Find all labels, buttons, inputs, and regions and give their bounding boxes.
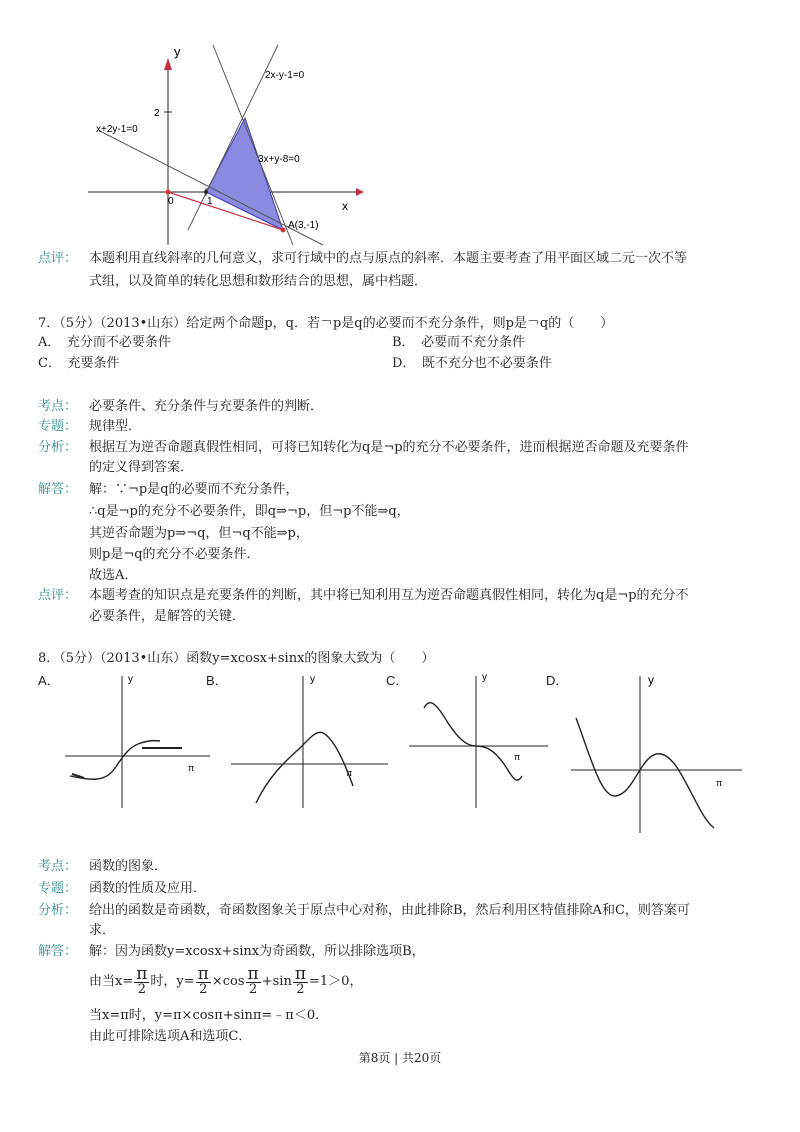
fraction-pi-over-2: $\frac{\pi}{2}$ bbox=[136, 964, 148, 997]
svg-text:y: y bbox=[310, 674, 315, 685]
q7-option-c: C． 充要条件 bbox=[38, 356, 120, 371]
q7-kaodian-label: 考点： bbox=[38, 399, 78, 414]
q7-option-a: A． 充分而不必要条件 bbox=[38, 335, 171, 350]
q7-jieda-line4: 则p是¬q的充分不必要条件． bbox=[89, 547, 260, 562]
q7-dianping-line1: 本题考查的知识点是充要条件的判断，其中将已知利用互为逆否命题真假性相同，转化为q是¬p的充分不 bbox=[89, 588, 689, 603]
q7-dianping-line2: 必要条件，是解答的关键． bbox=[89, 609, 246, 624]
q6-comment-line2: 式组，以及简单的转化思想和数形结合的思想，属中档题． bbox=[89, 274, 428, 289]
q8-graph-b bbox=[228, 668, 393, 813]
svg-text:π: π bbox=[346, 768, 353, 778]
q7-dianping-label: 点评： bbox=[38, 588, 78, 603]
q8-fenxi-line1: 给出的函数是奇函数，奇函数图象关于原点中心对称，由此排除B，然后利用区特值排除A和C，则答案可 bbox=[89, 903, 690, 918]
q7-option-d: D． 既不充分也不必要条件 bbox=[392, 356, 552, 371]
line3-label: 3x+y-8=0 bbox=[258, 154, 300, 165]
fraction-pi-over-2: $\frac{\pi}{2}$ bbox=[197, 964, 209, 997]
q7-fenxi-label: 分析： bbox=[38, 440, 78, 455]
svg-text:π: π bbox=[514, 752, 521, 762]
q7-stem: 7．（5分）（2013•山东）给定两个命题p，q．若￢p是q的必要而不充分条件，则p是￢q的（ ） bbox=[38, 316, 614, 331]
q8-fenxi-label: 分析： bbox=[38, 903, 78, 918]
q7-jieda-line3: 其逆否命题为p⇒¬q，但¬q不能⇒p， bbox=[89, 526, 309, 541]
q7-kaodian: 必要条件、充分条件与充要条件的判断． bbox=[89, 399, 324, 414]
q8-kaodian-label: 考点： bbox=[38, 859, 78, 874]
feasible-region bbox=[206, 118, 283, 230]
q7-fenxi-line2: 的定义得到答案． bbox=[89, 460, 194, 475]
q6-comment-line1: 本题利用直线斜率的几何意义，求可行域中的点与原点的斜率．本题主要考查了用平面区域二元一次不等 bbox=[89, 251, 688, 266]
q8-fenxi-line2: 求． bbox=[89, 923, 116, 938]
q8-kaodian: 函数的图象． bbox=[89, 859, 168, 874]
x-axis-label: x bbox=[342, 199, 348, 213]
svg-text:y: y bbox=[648, 673, 654, 687]
origin-label: 0 bbox=[168, 196, 174, 207]
q7-jieda-label: 解答： bbox=[38, 482, 78, 497]
point-A-label: A(3,-1) bbox=[288, 220, 319, 231]
tick-y2-label: 2 bbox=[154, 108, 160, 119]
q8-option-c: C． bbox=[386, 673, 409, 688]
q7-option-b: B． 必要而不充分条件 bbox=[392, 335, 526, 350]
feasible-region-figure bbox=[88, 40, 368, 250]
line1-label: 2x-y-1=0 bbox=[265, 70, 305, 81]
q7-zhuanti-label: 专题： bbox=[38, 419, 78, 434]
line2-label: x+2y-1=0 bbox=[96, 124, 138, 135]
q8-zhuanti: 函数的性质及应用． bbox=[89, 881, 207, 896]
q8-jieda-label: 解答： bbox=[38, 944, 78, 959]
tick-x1-label: 1 bbox=[207, 196, 213, 207]
fraction-pi-over-2: $\frac{\pi}{2}$ bbox=[247, 964, 259, 997]
fraction-pi-over-2: $\frac{\pi}{2}$ bbox=[294, 964, 307, 997]
x-axis-arrow bbox=[356, 188, 364, 196]
q8-stem: 8．（5分）（2013•山东）函数y=xcosx+sinx的图象大致为（ ） bbox=[38, 651, 435, 666]
svg-text:π: π bbox=[716, 778, 723, 788]
q8-jieda-line4: 由此可排除选项A和选项C． bbox=[89, 1029, 252, 1044]
page-footer: 第8页 | 共20页 bbox=[358, 1051, 442, 1065]
y-axis-label: y bbox=[174, 44, 181, 59]
svg-text:y: y bbox=[128, 674, 133, 685]
q8-graph-a bbox=[60, 668, 215, 813]
q8-zhuanti-label: 专题： bbox=[38, 881, 78, 896]
q7-fenxi-line1: 根据互为逆否命题真假性相同，可将已知转化为q是¬p的充分不必要条件，进而根据逆否命题及充要条件 bbox=[89, 440, 689, 455]
q8-option-a: A． bbox=[38, 673, 60, 688]
q7-jieda-line1: 解：∵¬p是q的必要而不充分条件， bbox=[89, 482, 299, 497]
q8-option-d: D． bbox=[546, 673, 569, 688]
q8-graph-c bbox=[406, 668, 551, 813]
q8-graph-d bbox=[566, 668, 746, 838]
q8-jieda-line3: 当x=π时，y=π×cosπ+sinπ=﹣π＜0． bbox=[89, 1008, 329, 1023]
q8-jieda-line1: 解：因为函数y=xcosx+sinx为奇函数，所以排除选项B， bbox=[89, 944, 425, 959]
q8-jieda-formula: 由当x= $\frac{\pi}{2}$ 时，y= $\frac{\pi}{2}$ ×cos $\frac{\pi}{2}$ +sin $\frac{\pi}{2}$ =1＞0， bbox=[89, 964, 363, 997]
q7-jieda-line5: 故选A． bbox=[89, 568, 138, 583]
y-axis-arrow bbox=[164, 58, 172, 70]
q6-comment-label: 点评： bbox=[38, 251, 78, 266]
q8-option-b: B． bbox=[206, 673, 228, 688]
q7-jieda-line2: ∴q是¬p的充分不必要条件，即q⇒¬p，但¬p不能⇒q， bbox=[89, 504, 410, 519]
svg-text:π: π bbox=[188, 763, 195, 773]
q7-zhuanti: 规律型． bbox=[89, 419, 142, 434]
svg-text:y: y bbox=[482, 672, 487, 683]
